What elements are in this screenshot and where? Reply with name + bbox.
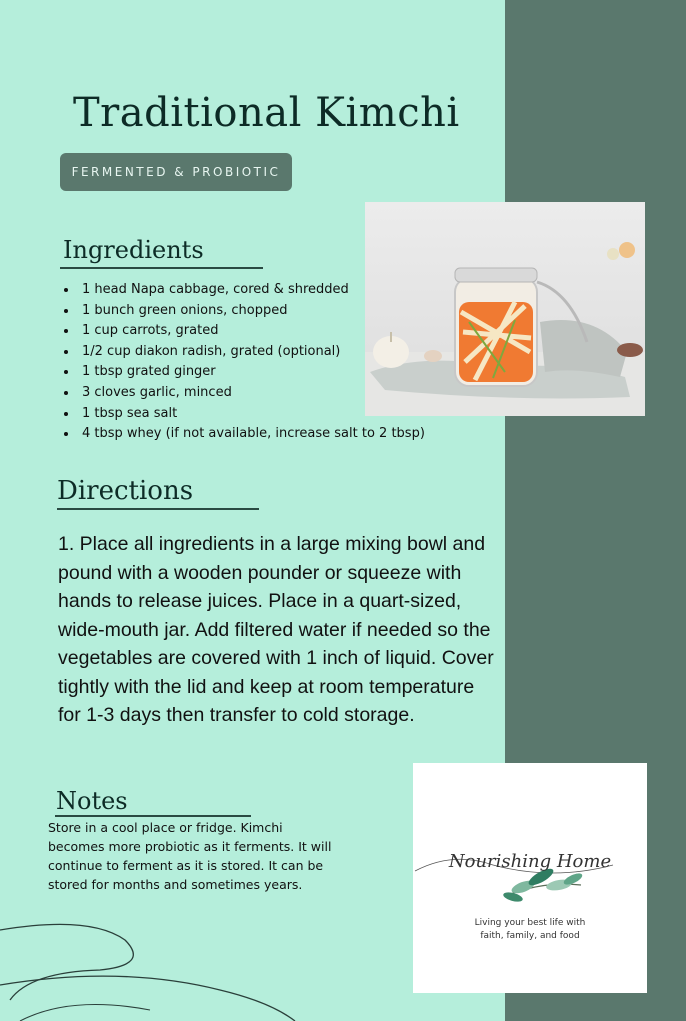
logo-tagline-line2: faith, family, and food <box>480 931 580 941</box>
ingredients-underline <box>60 267 263 269</box>
ingredient-item: • 1 tbsp sea salt <box>78 404 425 425</box>
kimchi-jar-photo <box>365 202 645 416</box>
ingredient-item: • 1/2 cup diakon radish, grated (optional) <box>78 342 425 363</box>
page-title: Traditional Kimchi <box>73 90 460 136</box>
notes-heading: Notes <box>56 787 128 815</box>
notes-underline <box>55 815 251 817</box>
ingredient-item: • 1 head Napa cabbage, cored & shredded <box>78 280 425 301</box>
directions-heading: Directions <box>57 476 194 506</box>
category-badge: FERMENTED & PROBIOTIC <box>60 153 292 191</box>
directions-underline <box>57 508 259 510</box>
decorative-swirl-icon <box>0 910 300 1021</box>
logo-flourish-icon <box>413 763 647 993</box>
logo-name: Nourishing Home <box>448 851 612 872</box>
ingredient-item: • 1 bunch green onions, chopped <box>78 301 425 322</box>
directions-text: 1. Place all ingredients in a large mixing bowl and pound with a wooden pounder or squeeze with hands to release juices. Place in a quart-sized, wide-mouth jar. Add filtered water if needed so the vegetables are covered with 1 inch of liquid. Cover tightly with the lid and keep at room temperature for 1-3 days then transfer to cold storage. <box>58 533 494 726</box>
ingredient-item: • 1 tbsp grated ginger <box>78 362 425 383</box>
ingredient-item: • 4 tbsp whey (if not available, increase salt to 2 tbsp) <box>78 424 425 445</box>
ingredient-item: • 1 cup carrots, grated <box>78 321 425 342</box>
ingredients-heading: Ingredients <box>63 236 204 264</box>
brand-logo-card <box>413 763 647 993</box>
logo-tagline <box>413 917 647 943</box>
ingredient-item: • 3 cloves garlic, minced <box>78 383 425 404</box>
notes-text: Store in a cool place or fridge. Kimchi becomes more probiotic as it ferments. It will continue to ferment as it is stored. It can be stored for months and sometimes years. <box>48 820 332 892</box>
logo-tagline-line1: Living your best life with <box>474 918 586 928</box>
